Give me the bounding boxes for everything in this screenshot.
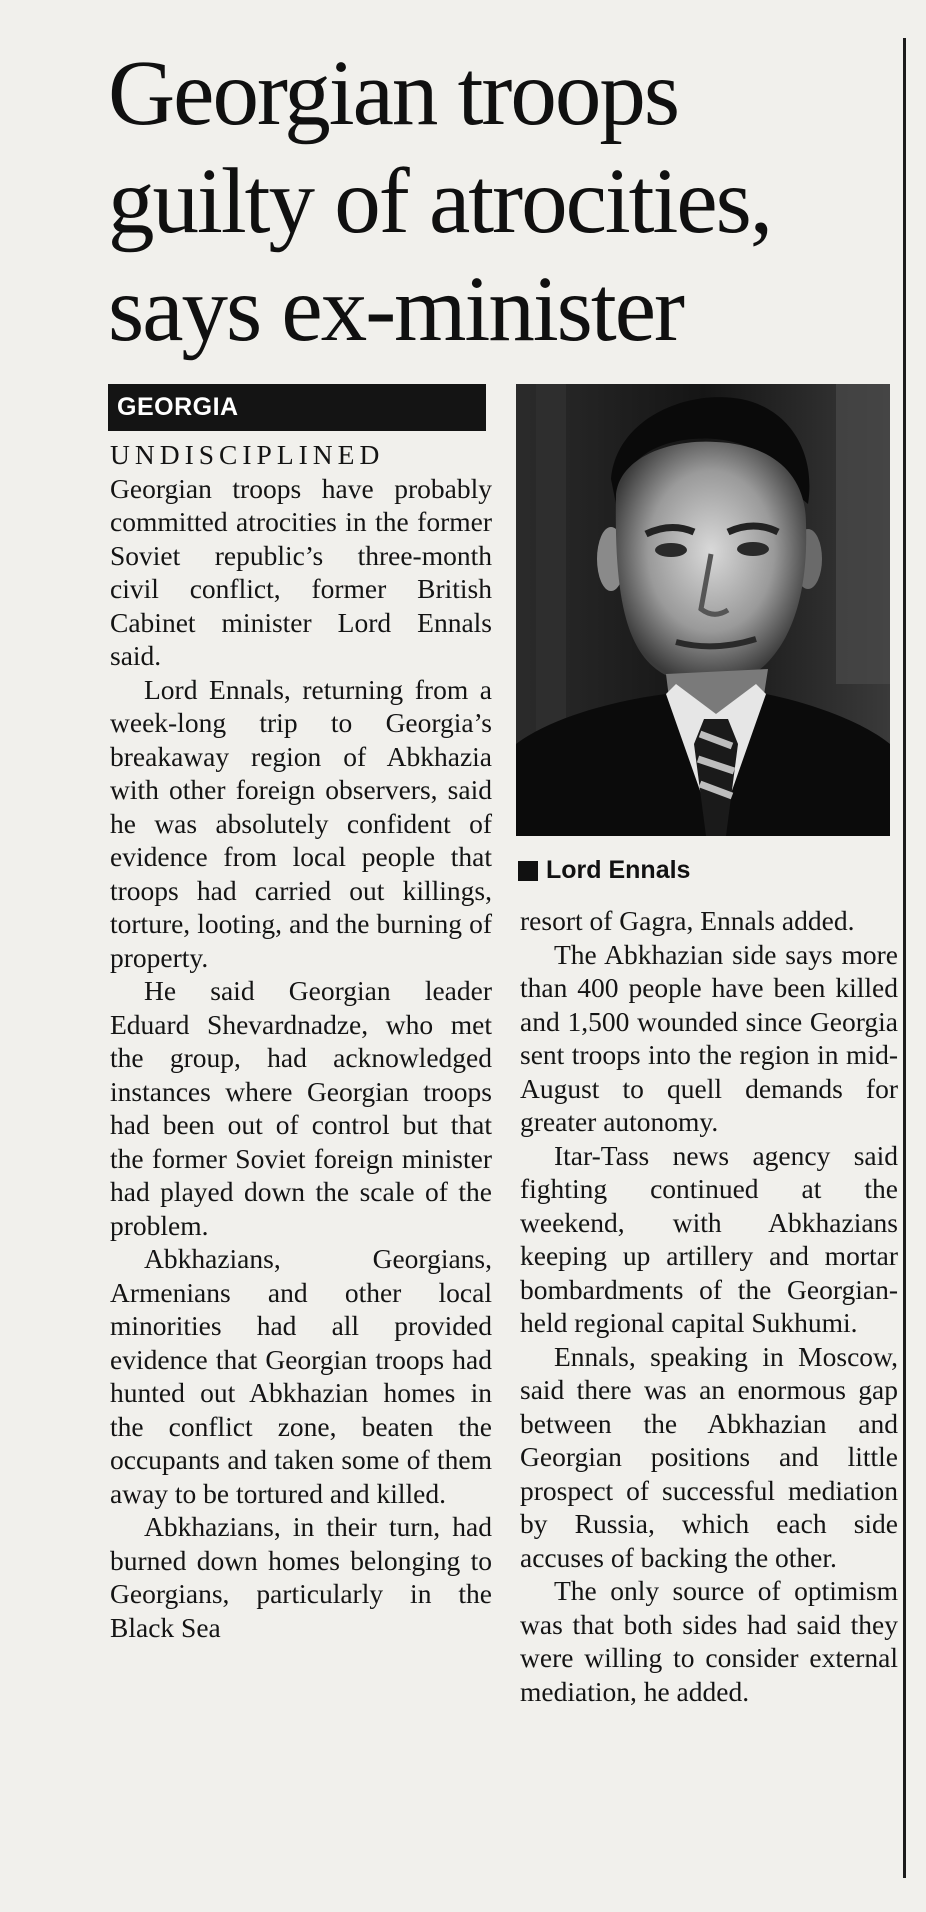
headline-line-1: Georgian troops	[108, 42, 679, 145]
lead-paragraph	[110, 438, 492, 673]
portrait-photo	[516, 384, 890, 836]
column-rule	[903, 38, 906, 1878]
body-paragraph: Ennals, speaking in Moscow, said there was an enormous gap between the Abkhazian and Georgian positions and little prospect of successful mediation by Russia, which each side accuses of backing the other.	[520, 1340, 898, 1573]
body-paragraph: The Abkhazian side says more than 400 people have been killed and 1,500 wounded since Georgia sent troops into the region in mid-August to quell demands for greater autonomy.	[520, 938, 898, 1137]
body-paragraph: Lord Ennals, returning from a week-long trip to Georgia’s breakaway region of Abkhazia with other foreign observers, said he was absolutely confident of evidence from local people that troops had carried out killings, torture, looting, and the burning of property.	[110, 673, 492, 973]
lead-word: UNDISCIPLINED	[110, 439, 385, 470]
body-paragraph: Abkhazians, Georgians, Armenians and other local minorities had all provided evidence that Georgian troops had hunted out Abkhazian homes in the conflict zone, beaten the occupants and taken some of them away to be tortured and killed.	[110, 1243, 492, 1509]
article-column-right	[520, 904, 898, 1708]
portrait-illustration	[516, 384, 890, 836]
headline-line-3: says ex-minister	[108, 258, 683, 361]
section-label: GEORGIA	[108, 384, 486, 431]
body-paragraph: resort of Gagra, Ennals added.	[520, 905, 855, 936]
body-paragraph: The only source of optimism was that both sides had said they were willing to consider external mediation, he added.	[520, 1575, 898, 1707]
body-paragraph: Itar-Tass news agency said fighting continued at the weekend, with Abkhazians keeping up artillery and mortar bombardments of the Georgian-held regional capital Sukhumi.	[520, 1139, 898, 1338]
caption-square-icon	[518, 861, 538, 881]
body-paragraph: Abkhazians, in their turn, had burned down homes belonging to Georgians, particularly in the Black Sea	[110, 1511, 492, 1643]
photo-caption-text: Lord Ennals	[546, 856, 691, 884]
headline	[108, 40, 898, 364]
photo-caption	[518, 856, 888, 885]
body-paragraph: He said Georgian leader Eduard Shevardnadze, who met the group, had acknowledged instances where Georgian troops had been out of control but that the former Soviet foreign minister had played down the scale of the problem.	[110, 975, 492, 1241]
headline-line-2: guilty of atrocities,	[108, 150, 772, 253]
lead-text: Georgian troops have probably committed atrocities in the former Soviet republic’s three-month civil conflict, former British Cabinet minister Lord Ennals said.	[110, 472, 492, 671]
article-column-left	[110, 438, 492, 1644]
